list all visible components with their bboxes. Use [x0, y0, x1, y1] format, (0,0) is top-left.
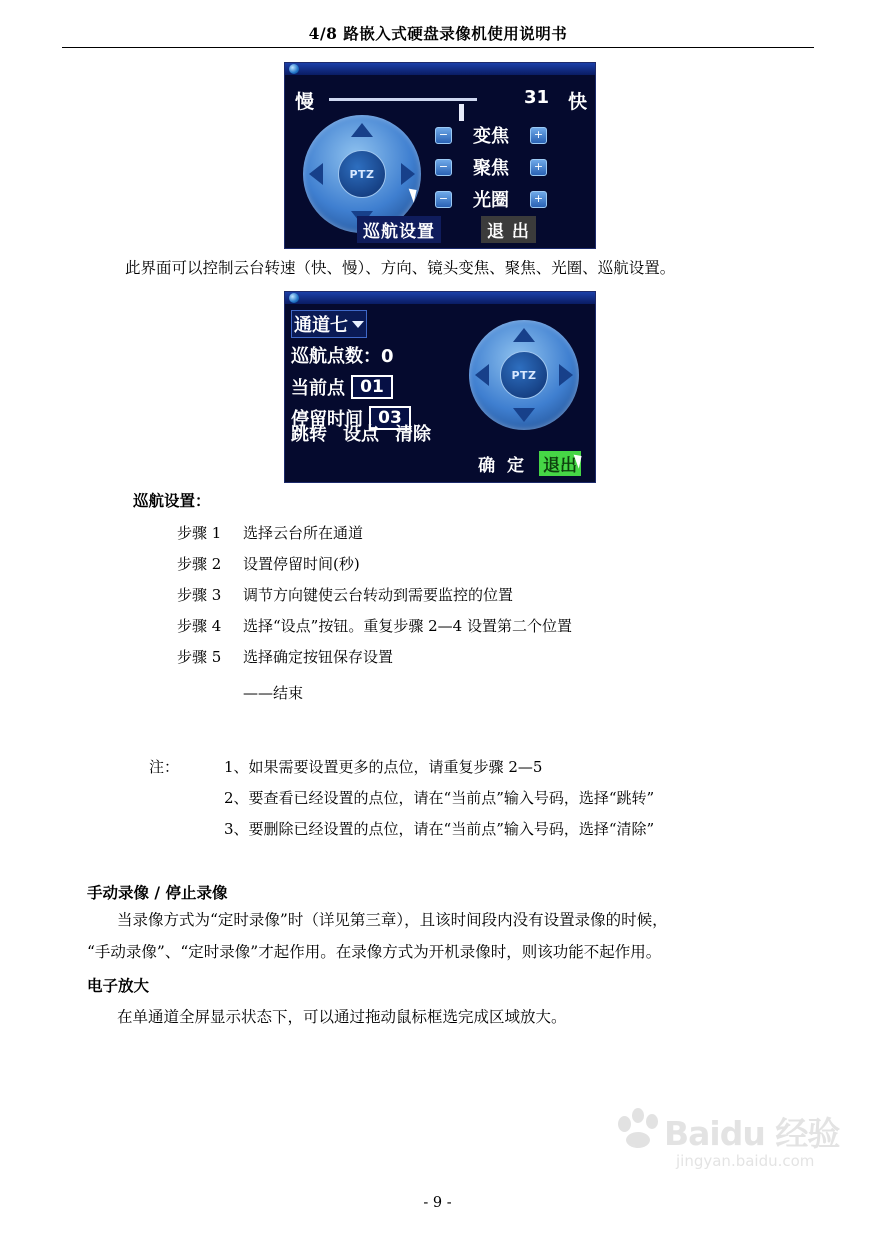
window-titlebar: [285, 63, 595, 75]
exit-button[interactable]: 退出: [539, 451, 581, 476]
lens-control-iris[interactable]: [435, 183, 585, 215]
note-2: 2、要查看已经设置的点位，请在“当前点”输入号码，选择“跳转”: [224, 789, 655, 807]
arrow-right-icon[interactable]: [559, 364, 573, 386]
minus-icon[interactable]: −: [435, 159, 452, 176]
arrow-left-icon[interactable]: [475, 364, 489, 386]
notes-label: 注：: [149, 758, 180, 776]
lens-control-focus[interactable]: [435, 151, 585, 183]
current-point-label: 当前点: [291, 378, 345, 399]
chevron-down-icon[interactable]: [352, 321, 364, 328]
arrow-up-icon[interactable]: [513, 328, 535, 342]
channel-select-value: 通道七: [294, 315, 348, 336]
plus-icon[interactable]: +: [530, 159, 547, 176]
jump-button[interactable]: 跳转: [291, 424, 327, 445]
speed-fast-label: 快: [567, 91, 587, 113]
step-3: [177, 584, 513, 605]
plus-icon[interactable]: +: [530, 191, 547, 208]
camera-icon: [289, 293, 299, 303]
step-4-text: 选择“设点”按钮。重复步骤 2—4 设置第二个位置: [243, 617, 572, 635]
step-2: [177, 553, 360, 574]
dwell-time-label: 停留时间: [291, 409, 363, 430]
step-end: [243, 682, 303, 703]
arrow-left-icon[interactable]: [309, 163, 323, 185]
step-1-text: 选择云台所在通道: [243, 524, 364, 542]
step-2-text: 设置停留时间(秒): [243, 555, 360, 573]
note-3: 3、要删除已经设置的点位，请在“当前点”输入号码，选择“清除”: [224, 820, 655, 838]
step-3-text: 调节方向键使云台转动到需要监控的位置: [243, 586, 514, 604]
step-5-label: 步骤 5: [177, 648, 222, 666]
cruise-point-count-label: 巡航点数：0: [291, 346, 394, 367]
figure-cruise-settings: [284, 291, 596, 483]
cruise-section-heading: 巡航设置：: [133, 491, 211, 510]
paw-icon: [616, 1106, 662, 1148]
header-divider: [62, 47, 814, 48]
set-point-button[interactable]: 设点: [343, 424, 379, 445]
ptz-center-label[interactable]: PTZ: [500, 351, 548, 399]
watermark-brand: Baidu 经验: [664, 1114, 840, 1153]
ptz-center-label[interactable]: PTZ: [338, 150, 386, 198]
step-1-label: 步骤 1: [177, 524, 222, 542]
lens-control-list: [435, 119, 585, 215]
arrow-right-icon[interactable]: [401, 163, 415, 185]
speed-slider-row[interactable]: [285, 85, 595, 111]
cruise-settings-button[interactable]: 巡航设置: [357, 216, 441, 243]
current-point-row[interactable]: [291, 374, 393, 400]
step-end-text: ——结束: [243, 684, 304, 702]
figure-ptz-caption: 此界面可以控制云台转速（快、慢）、方向、镜头变焦、聚焦、光圈、巡航设置。: [125, 259, 676, 277]
cruise-action-row: [291, 420, 431, 446]
page-number: - 9 -: [423, 1195, 452, 1211]
step-5-text: 选择确定按钮保存设置: [243, 648, 394, 666]
electronic-zoom-heading: 电子放大: [87, 976, 150, 995]
watermark-url: jingyan.baidu.com: [676, 1152, 815, 1170]
page-header-title: 4/8 路嵌入式硬盘录像机使用说明书: [308, 24, 568, 43]
note-1: 1、如果需要设置更多的点位，请重复步骤 2—5: [224, 758, 543, 776]
step-4-label: 步骤 4: [177, 617, 222, 635]
speed-value: 31: [523, 87, 549, 108]
current-point-input[interactable]: 01: [351, 375, 393, 399]
figure-ptz-control: [284, 62, 596, 249]
electronic-zoom-paragraph: 在单通道全屏显示状态下，可以通过拖动鼠标框选完成区域放大。: [117, 1008, 567, 1026]
exit-button[interactable]: 退 出: [481, 216, 536, 243]
minus-icon[interactable]: −: [435, 127, 452, 144]
minus-icon[interactable]: −: [435, 191, 452, 208]
manual-record-heading: 手动录像 / 停止录像: [87, 883, 228, 902]
step-3-label: 步骤 3: [177, 586, 222, 604]
ptz-button-row: [285, 216, 595, 242]
arrow-down-icon[interactable]: [513, 408, 535, 422]
step-4: [177, 615, 572, 636]
lens-label-zoom: 变焦: [473, 126, 509, 147]
arrow-up-icon[interactable]: [351, 123, 373, 137]
speed-slider-track[interactable]: [329, 98, 477, 101]
speed-slow-label: 慢: [295, 91, 315, 113]
lens-label-iris: 光圈: [473, 190, 509, 211]
dwell-time-input[interactable]: 03: [369, 406, 411, 430]
manual-record-paragraph-2: “手动录像”、“定时录像”才起作用。在录像方式为开机录像时，则该功能不起作用。: [87, 943, 662, 961]
step-2-label: 步骤 2: [177, 555, 222, 573]
cruise-button-row: [478, 451, 581, 476]
lens-label-focus: 聚焦: [473, 158, 509, 179]
ptz-direction-pad[interactable]: [469, 320, 579, 430]
clear-button[interactable]: 清除: [395, 424, 431, 445]
step-5: [177, 646, 393, 667]
camera-icon: [289, 64, 299, 74]
lens-control-zoom[interactable]: [435, 119, 585, 151]
plus-icon[interactable]: +: [530, 127, 547, 144]
channel-select[interactable]: [291, 310, 367, 338]
confirm-button[interactable]: 确 定: [478, 456, 527, 476]
window-titlebar: [285, 292, 595, 304]
manual-record-paragraph-1: 当录像方式为“定时录像”时（详见第三章），且该时间段内没有设置录像的时候，: [117, 911, 668, 929]
watermark: [616, 1106, 866, 1178]
cruise-point-count-row: [291, 342, 394, 368]
step-1: [177, 522, 363, 543]
